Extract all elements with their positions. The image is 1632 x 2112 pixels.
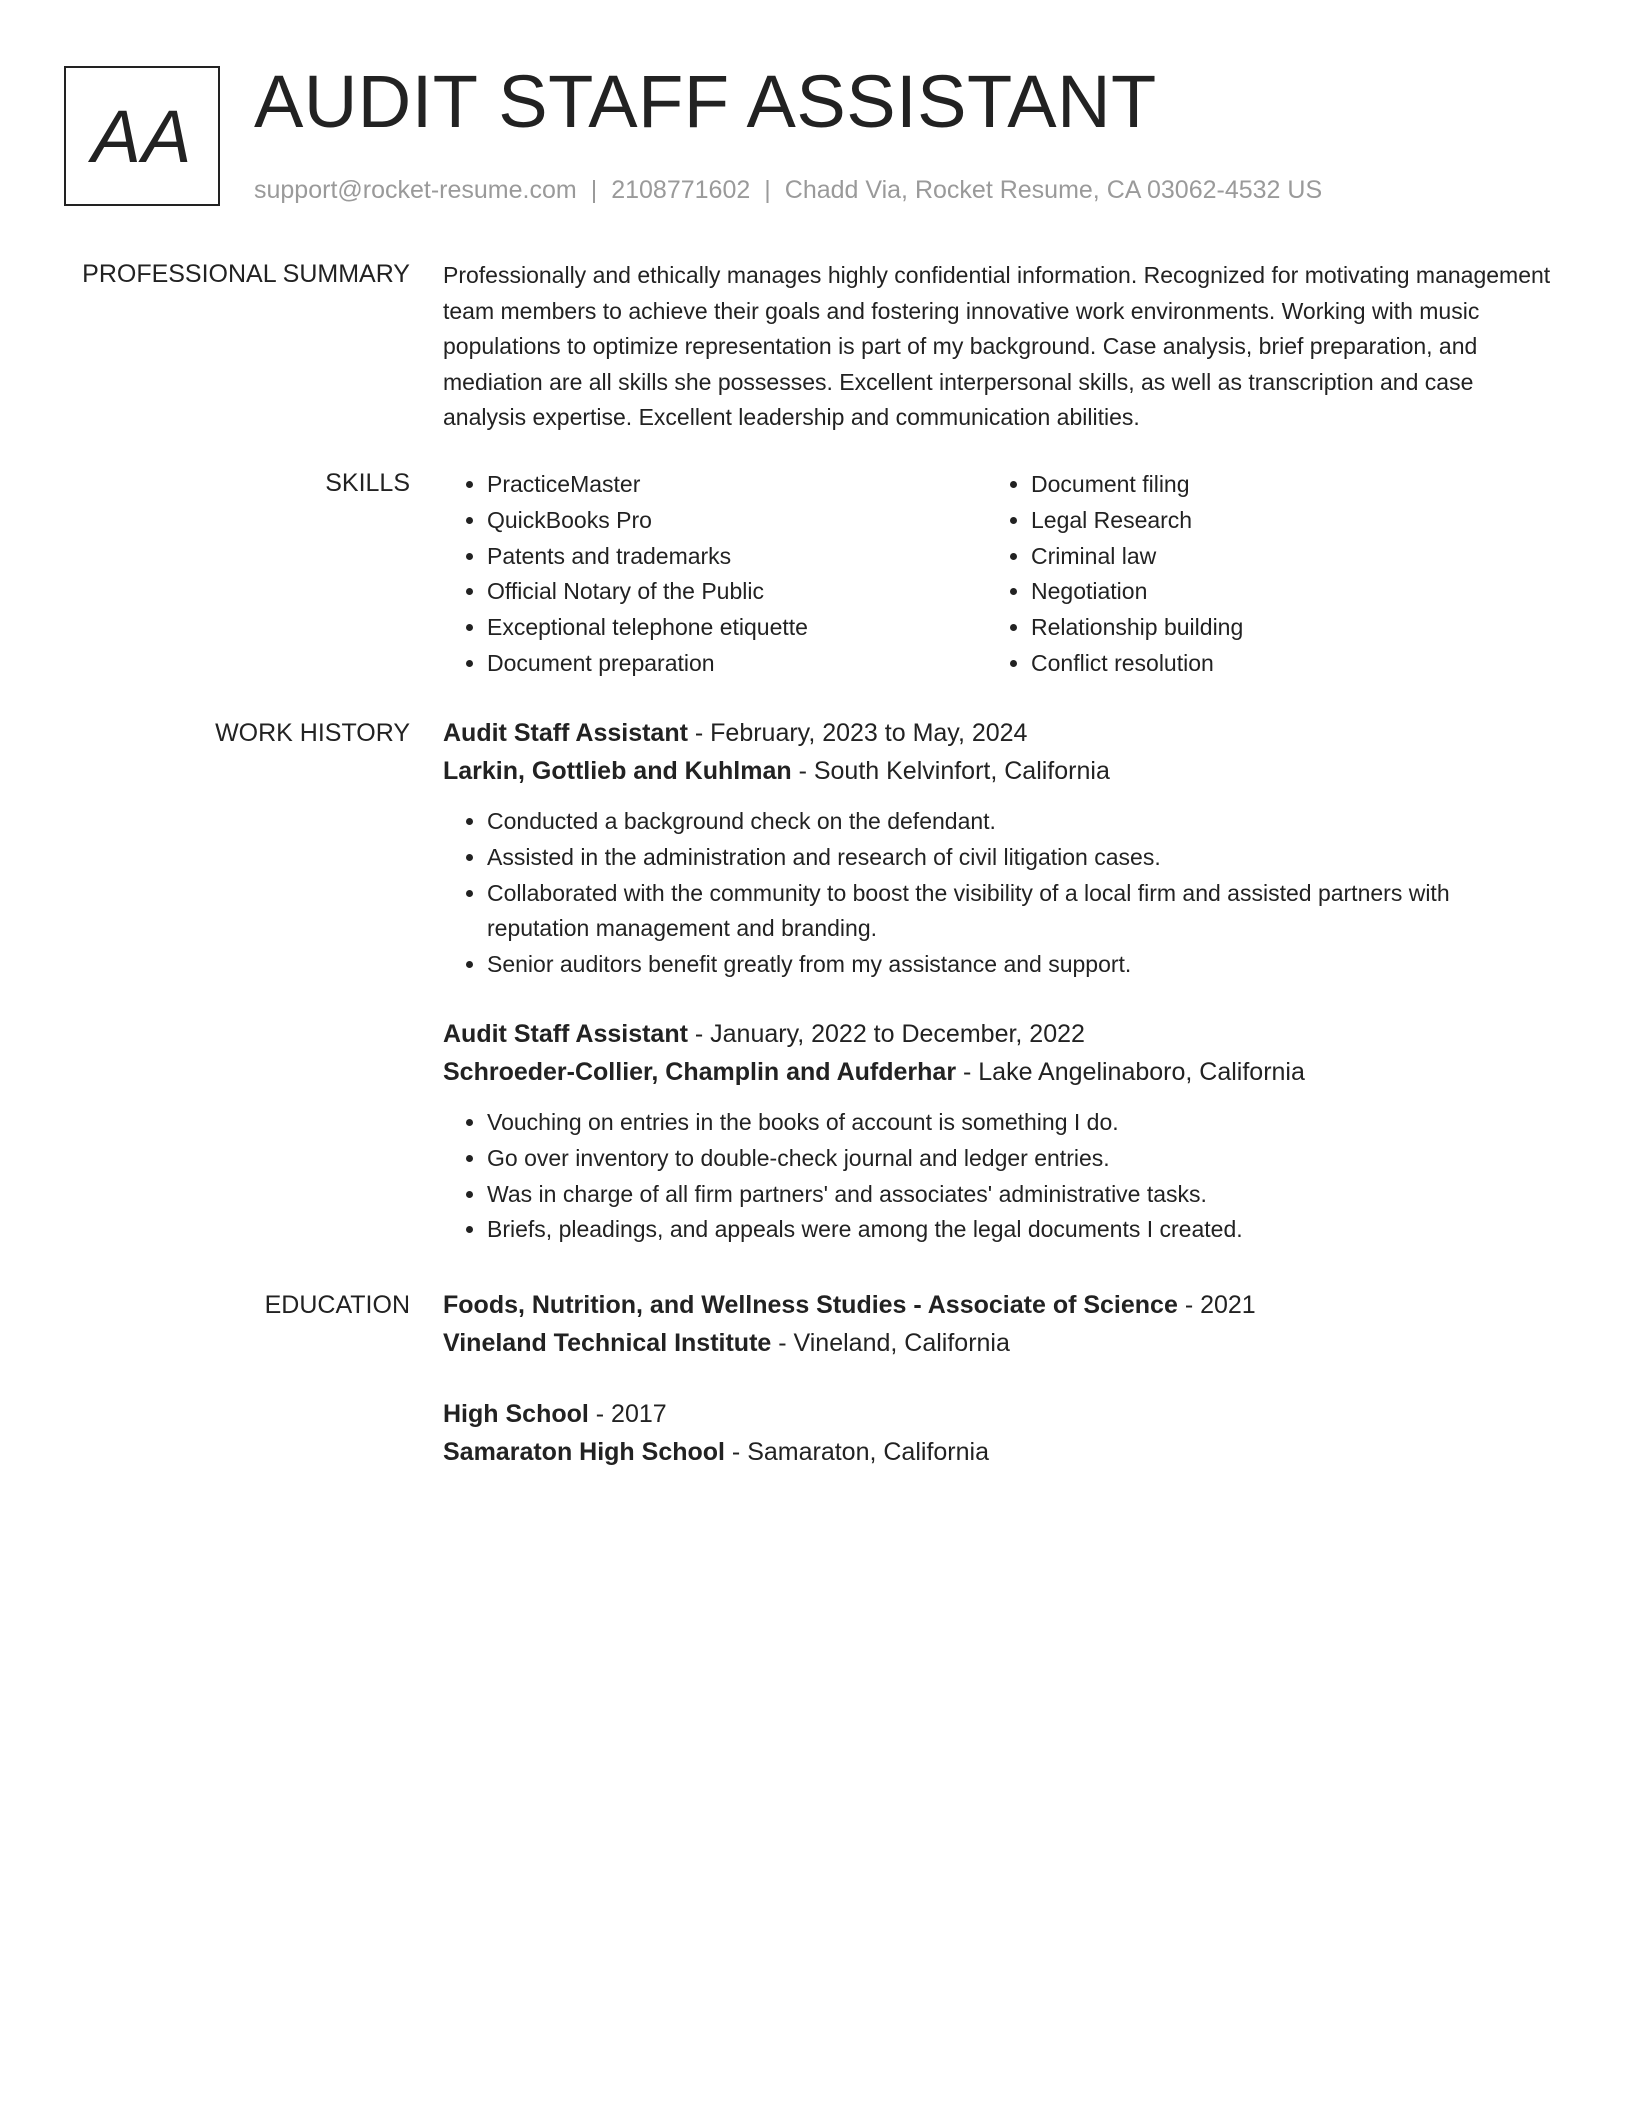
contact-email: support@rocket-resume.com bbox=[254, 176, 577, 204]
skill-item: • PracticeMaster bbox=[487, 467, 987, 503]
job-title-line bbox=[443, 714, 1553, 752]
job-title: Audit Staff Assistant bbox=[443, 719, 688, 747]
skills-list-right bbox=[987, 467, 1531, 682]
job-bullet: • Collaborated with the community to boost the visibility of a local firm and assisted partners with reputation management and branding. bbox=[487, 876, 1553, 948]
job-company-line bbox=[443, 1053, 1553, 1091]
job-company-line bbox=[443, 752, 1553, 790]
section-label: EDUCATION bbox=[264, 1291, 410, 1319]
contact-address: Chadd Via, Rocket Resume, CA 03062-4532 US bbox=[784, 176, 1323, 204]
skill-item: • Document preparation bbox=[487, 646, 987, 682]
skill-item: • Relationship building bbox=[1031, 610, 1531, 646]
job-bullet: • Go over inventory to double-check journal and ledger entries. bbox=[487, 1141, 1553, 1177]
education-location: - Samaraton, California bbox=[724, 1438, 989, 1466]
monogram-box bbox=[64, 66, 220, 206]
section-body bbox=[443, 714, 1553, 1248]
job-location: - South Kelvinfort, California bbox=[791, 757, 1110, 785]
job-entry bbox=[443, 714, 1553, 983]
education-school: Vineland Technical Institute bbox=[443, 1329, 772, 1357]
job-title-line bbox=[443, 1015, 1553, 1053]
job-dates: - February, 2023 to May, 2024 bbox=[687, 719, 1028, 747]
section-label: PROFESSIONAL SUMMARY bbox=[82, 260, 410, 288]
skills-columns bbox=[443, 467, 1553, 682]
skill-item: • Negotiation bbox=[1031, 574, 1531, 610]
job-bullet: • Senior auditors benefit greatly from my assistance and support. bbox=[487, 947, 1553, 983]
contact-separator: | bbox=[590, 176, 598, 204]
education-degree: High School bbox=[443, 1400, 589, 1428]
skill-item: • Legal Research bbox=[1031, 503, 1531, 539]
education-school-line bbox=[443, 1433, 1553, 1471]
monogram-initials: AA bbox=[91, 94, 193, 178]
job-company: Schroeder-Collier, Champlin and Aufderhar bbox=[443, 1057, 957, 1086]
skill-item: • Official Notary of the Public bbox=[487, 574, 987, 610]
job-bullets bbox=[443, 1105, 1553, 1248]
education-school-line bbox=[443, 1324, 1553, 1362]
skill-item: • QuickBooks Pro bbox=[487, 503, 987, 539]
skill-item: • Conflict resolution bbox=[1031, 646, 1531, 682]
job-dates: - January, 2022 to December, 2022 bbox=[687, 1019, 1085, 1048]
skill-item: • Criminal law bbox=[1031, 539, 1531, 575]
skill-item: • Exceptional telephone etiquette bbox=[487, 610, 987, 646]
contact-line bbox=[254, 174, 1322, 206]
job-title: Audit Staff Assistant bbox=[443, 1019, 688, 1048]
job-bullets bbox=[443, 804, 1553, 983]
education-degree-line bbox=[443, 1286, 1553, 1324]
job-bullet: • Was in charge of all firm partners' and associates' administrative tasks. bbox=[487, 1177, 1553, 1213]
education-location: - Vineland, California bbox=[771, 1329, 1010, 1357]
job-location: - Lake Angelinaboro, California bbox=[956, 1057, 1305, 1086]
contact-phone: 2108771602 bbox=[611, 176, 751, 204]
education-degree: Foods, Nutrition, and Wellness Studies - Associate of Science bbox=[443, 1291, 1178, 1319]
section-body bbox=[443, 1286, 1553, 1471]
education-degree-line bbox=[443, 1395, 1553, 1433]
skill-item: • Document filing bbox=[1031, 467, 1531, 503]
job-bullet: • Briefs, pleadings, and appeals were among the legal documents I created. bbox=[487, 1212, 1553, 1248]
contact-separator: | bbox=[764, 176, 771, 204]
resume-title: AUDIT STAFF ASSISTANT bbox=[254, 60, 1157, 143]
education-school: Samaraton High School bbox=[443, 1438, 725, 1466]
section-label: WORK HISTORY bbox=[215, 719, 410, 747]
section-label: SKILLS bbox=[325, 469, 410, 497]
skills-list-left bbox=[443, 467, 987, 682]
education-year: - 2021 bbox=[1177, 1291, 1256, 1319]
job-bullet: • Conducted a background check on the defendant. bbox=[487, 804, 1553, 840]
skill-item: • Patents and trademarks bbox=[487, 539, 987, 575]
job-bullet: • Vouching on entries in the books of account is something I do. bbox=[487, 1105, 1553, 1141]
education-year: - 2017 bbox=[588, 1400, 667, 1428]
summary-text: Professionally and ethically manages highly confidential information. Recognized for motivating management team members to achieve their goals and fostering innovative work environments. Working with music populations to optimize representation is part of my background. Case analysis, brief preparation, and mediation are all skills she possesses. Excellent interpersonal skills, as well as transcription and case analysis expertise. Excellent leadership and communication abilities. bbox=[443, 262, 1551, 431]
section-body bbox=[443, 258, 1553, 436]
job-entry bbox=[443, 1015, 1553, 1248]
job-bullet: • Assisted in the administration and research of civil litigation cases. bbox=[487, 840, 1553, 876]
education-entry bbox=[443, 1395, 1553, 1471]
job-company: Larkin, Gottlieb and Kuhlman bbox=[443, 757, 792, 785]
education-entry bbox=[443, 1286, 1553, 1362]
